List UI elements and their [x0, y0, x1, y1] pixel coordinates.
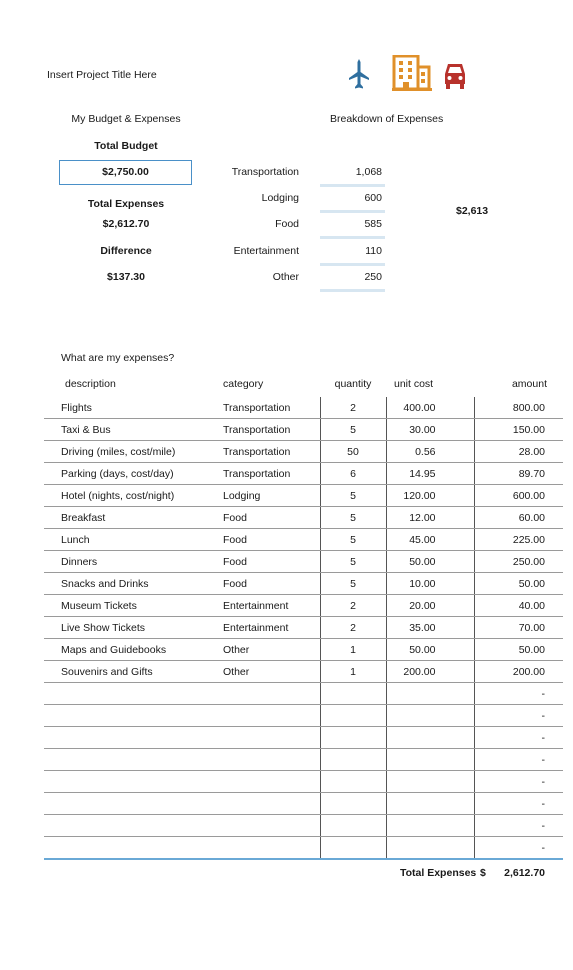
total-expenses-value: $2,612.70	[102, 218, 150, 230]
project-title[interactable]: Insert Project Title Here	[47, 69, 157, 81]
total-budget-label: Total Budget	[94, 140, 158, 152]
description-cell[interactable]: Lunch	[44, 529, 219, 551]
quantity-cell[interactable]: 50	[320, 441, 386, 463]
table-row	[44, 595, 563, 617]
description-cell[interactable]: Souvenirs and Gifts	[44, 661, 219, 683]
difference-label: Difference	[100, 245, 152, 257]
unit-cost-cell[interactable]	[386, 705, 474, 727]
description-cell[interactable]: Parking (days, cost/day)	[44, 463, 219, 485]
table-row	[44, 397, 563, 419]
currency-symbol: $	[480, 867, 486, 879]
description-cell[interactable]	[44, 815, 219, 837]
header-unit-cost: unit cost	[394, 378, 434, 390]
amount-cell[interactable]: 60.00	[474, 507, 563, 529]
amount-cell[interactable]: 50.00	[474, 573, 563, 595]
breakdown-value-entertainment: 110	[365, 245, 382, 257]
header-quantity: quantity	[334, 378, 372, 390]
description-cell[interactable]	[44, 793, 219, 815]
total-expenses-footer-value: 2,612.70	[504, 867, 545, 879]
amount-cell[interactable]: -	[474, 815, 563, 837]
total-budget-value[interactable]: $2,750.00	[102, 166, 149, 178]
quantity-cell[interactable]: 5	[320, 485, 386, 507]
expenses-question: What are my expenses?	[61, 352, 175, 364]
breakdown-value-food: 585	[364, 218, 382, 230]
description-cell[interactable]	[44, 705, 219, 727]
category-cell[interactable]	[219, 771, 320, 793]
description-cell[interactable]: Hotel (nights, cost/night)	[44, 485, 219, 507]
category-cell[interactable]: Food	[219, 507, 320, 529]
total-expenses-label: Total Expenses	[87, 198, 165, 210]
category-cell[interactable]: Transportation	[219, 463, 320, 485]
unit-cost-cell[interactable]	[386, 793, 474, 815]
category-cell[interactable]: Entertainment	[219, 595, 320, 617]
quantity-cell[interactable]	[320, 837, 386, 860]
amount-cell[interactable]: 40.00	[474, 595, 563, 617]
description-cell[interactable]: Taxi & Bus	[44, 419, 219, 441]
amount-cell[interactable]: 28.00	[474, 441, 563, 463]
expenses-table	[44, 397, 563, 860]
table-row	[44, 771, 563, 793]
quantity-cell[interactable]: 2	[320, 617, 386, 639]
description-cell[interactable]: Museum Tickets	[44, 595, 219, 617]
quantity-cell[interactable]: 1	[320, 639, 386, 661]
unit-cost-cell[interactable]: 120.00	[386, 485, 474, 507]
description-cell[interactable]	[44, 683, 219, 705]
amount-cell[interactable]: -	[474, 837, 563, 860]
unit-cost-cell[interactable]: 0.56	[386, 441, 474, 463]
unit-cost-cell[interactable]: 200.00	[386, 661, 474, 683]
table-row	[44, 837, 563, 860]
description-cell[interactable]: Driving (miles, cost/mile)	[44, 441, 219, 463]
category-cell[interactable]: Lodging	[219, 485, 320, 507]
quantity-cell[interactable]	[320, 683, 386, 705]
table-row	[44, 727, 563, 749]
description-cell[interactable]	[44, 771, 219, 793]
description-cell[interactable]	[44, 837, 219, 860]
category-cell[interactable]	[219, 727, 320, 749]
quantity-cell[interactable]: 5	[320, 529, 386, 551]
building-icon	[392, 55, 432, 91]
category-cell[interactable]: Food	[219, 551, 320, 573]
breakdown-value-lodging: 600	[364, 192, 382, 204]
breakdown-label-entertainment: Entertainment	[233, 245, 299, 257]
unit-cost-cell[interactable]: 400.00	[386, 397, 474, 419]
amount-cell[interactable]: 225.00	[474, 529, 563, 551]
table-row	[44, 463, 563, 485]
description-cell[interactable]: Snacks and Drinks	[44, 573, 219, 595]
amount-cell[interactable]: 800.00	[474, 397, 563, 419]
amount-cell[interactable]: 600.00	[474, 485, 563, 507]
table-row	[44, 529, 563, 551]
table-row	[44, 419, 563, 441]
amount-cell[interactable]: 150.00	[474, 419, 563, 441]
quantity-cell[interactable]	[320, 793, 386, 815]
amount-cell[interactable]: -	[474, 683, 563, 705]
table-row	[44, 749, 563, 771]
quantity-cell[interactable]	[320, 771, 386, 793]
table-row	[44, 507, 563, 529]
quantity-cell[interactable]: 2	[320, 595, 386, 617]
category-cell[interactable]	[219, 837, 320, 860]
header-description: description	[65, 378, 116, 390]
unit-cost-cell[interactable]: 10.00	[386, 573, 474, 595]
quantity-cell[interactable]	[320, 705, 386, 727]
amount-cell[interactable]: 200.00	[474, 661, 563, 683]
description-cell[interactable]: Breakfast	[44, 507, 219, 529]
unit-cost-cell[interactable]	[386, 837, 474, 860]
breakdown-bar	[320, 184, 385, 187]
breakdown-label-lodging: Lodging	[261, 192, 299, 204]
table-row	[44, 441, 563, 463]
breakdown-label-transportation: Transportation	[231, 166, 299, 178]
quantity-cell[interactable]	[320, 727, 386, 749]
unit-cost-cell[interactable]	[386, 727, 474, 749]
description-cell[interactable]	[44, 749, 219, 771]
unit-cost-cell[interactable]: 14.95	[386, 463, 474, 485]
table-row	[44, 815, 563, 837]
table-row	[44, 793, 563, 815]
breakdown-label-other: Other	[272, 271, 299, 283]
amount-cell[interactable]: 89.70	[474, 463, 563, 485]
description-cell[interactable]: Maps and Guidebooks	[44, 639, 219, 661]
breakdown-bar	[320, 236, 385, 239]
amount-cell[interactable]: -	[474, 727, 563, 749]
total-expenses-footer-label: Total Expenses	[400, 867, 477, 879]
unit-cost-cell[interactable]	[386, 771, 474, 793]
car-icon	[443, 62, 467, 90]
table-row	[44, 617, 563, 639]
description-cell[interactable]: Dinners	[44, 551, 219, 573]
breakdown-bar	[320, 263, 385, 266]
amount-cell[interactable]: -	[474, 771, 563, 793]
table-row	[44, 661, 563, 683]
quantity-cell[interactable]: 5	[320, 573, 386, 595]
table-row	[44, 705, 563, 727]
quantity-cell[interactable]: 5	[320, 507, 386, 529]
amount-cell[interactable]: -	[474, 749, 563, 771]
amount-cell[interactable]: 250.00	[474, 551, 563, 573]
category-cell[interactable]	[219, 683, 320, 705]
unit-cost-cell[interactable]: 20.00	[386, 595, 474, 617]
quantity-cell[interactable]: 5	[320, 551, 386, 573]
amount-cell[interactable]: -	[474, 793, 563, 815]
category-cell[interactable]: Other	[219, 639, 320, 661]
breakdown-value-transportation: 1,068	[355, 166, 382, 178]
breakdown-label-food: Food	[275, 218, 299, 230]
amount-cell[interactable]: 50.00	[474, 639, 563, 661]
unit-cost-cell[interactable]	[386, 683, 474, 705]
category-cell[interactable]	[219, 749, 320, 771]
breakdown-heading: Breakdown of Expenses	[330, 113, 444, 125]
budget-heading: My Budget & Expenses	[71, 113, 181, 125]
unit-cost-cell[interactable]: 50.00	[386, 551, 474, 573]
unit-cost-cell[interactable]: 30.00	[386, 419, 474, 441]
header-amount: amount	[511, 378, 547, 390]
category-cell[interactable]: Transportation	[219, 419, 320, 441]
category-cell[interactable]	[219, 815, 320, 837]
quantity-cell[interactable]: 1	[320, 661, 386, 683]
table-row	[44, 551, 563, 573]
table-row	[44, 573, 563, 595]
category-cell[interactable]	[219, 793, 320, 815]
unit-cost-cell[interactable]: 45.00	[386, 529, 474, 551]
category-cell[interactable]: Food	[219, 529, 320, 551]
category-cell[interactable]: Transportation	[219, 441, 320, 463]
category-cell[interactable]: Other	[219, 661, 320, 683]
breakdown-bar	[320, 210, 385, 213]
table-row	[44, 639, 563, 661]
unit-cost-cell[interactable]: 12.00	[386, 507, 474, 529]
amount-cell[interactable]: 70.00	[474, 617, 563, 639]
amount-cell[interactable]: -	[474, 705, 563, 727]
unit-cost-cell[interactable]: 35.00	[386, 617, 474, 639]
difference-value: $137.30	[107, 271, 145, 283]
quantity-cell[interactable]	[320, 749, 386, 771]
breakdown-bar	[320, 289, 385, 292]
table-row	[44, 683, 563, 705]
description-cell[interactable]: Live Show Tickets	[44, 617, 219, 639]
table-row	[44, 485, 563, 507]
quantity-cell[interactable]	[320, 815, 386, 837]
quantity-cell[interactable]: 6	[320, 463, 386, 485]
unit-cost-cell[interactable]	[386, 815, 474, 837]
description-cell[interactable]: Flights	[44, 397, 219, 419]
category-cell[interactable]: Food	[219, 573, 320, 595]
quantity-cell[interactable]: 5	[320, 419, 386, 441]
unit-cost-cell[interactable]	[386, 749, 474, 771]
category-cell[interactable]: Transportation	[219, 397, 320, 419]
unit-cost-cell[interactable]: 50.00	[386, 639, 474, 661]
quantity-cell[interactable]: 2	[320, 397, 386, 419]
breakdown-value-other: 250	[364, 271, 382, 283]
category-cell[interactable]: Entertainment	[219, 617, 320, 639]
header-category: category	[223, 378, 264, 390]
category-cell[interactable]	[219, 705, 320, 727]
airplane-icon	[348, 58, 370, 90]
description-cell[interactable]	[44, 727, 219, 749]
breakdown-total: $2,613	[456, 205, 489, 217]
